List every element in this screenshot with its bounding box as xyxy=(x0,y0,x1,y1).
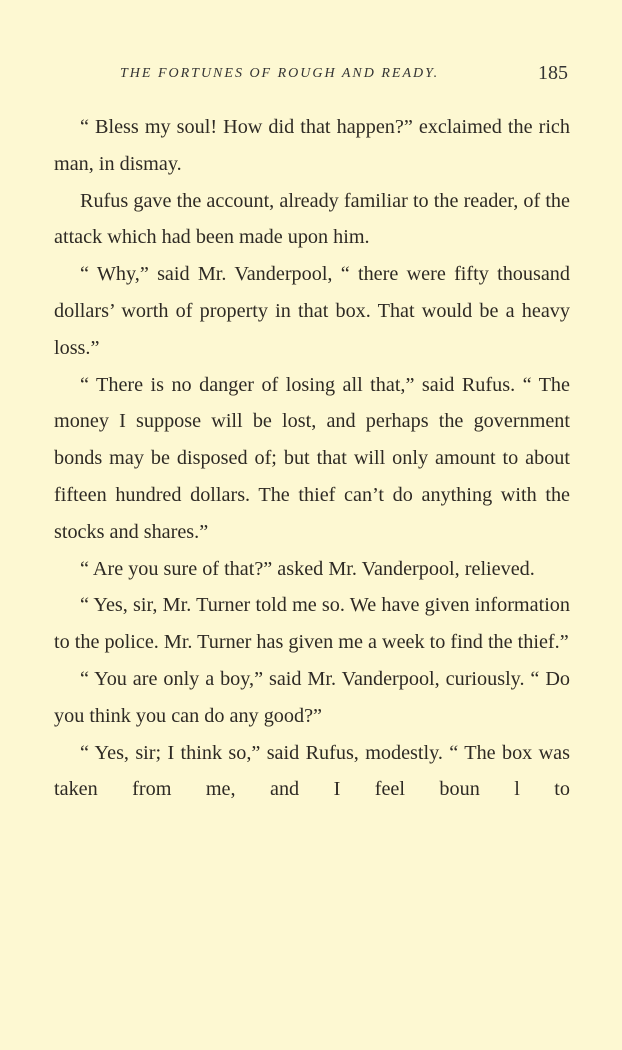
page-header xyxy=(54,60,568,90)
paragraph: “ Why,” said Mr. Vanderpool, “ there were fifty thousand dollars’ worth of property in that box. That would be a heavy loss.” xyxy=(54,263,570,359)
paragraph: “ You are only a boy,” said Mr. Vanderpool, curiously. “ Do you think you can do any good?” xyxy=(54,667,570,727)
paragraph: “ Bless my soul! How did that happen?” exclaimed the rich man, in dismay. xyxy=(54,116,570,175)
paragraph: “ Yes, sir, Mr. Turner told me so. We have given information to the police. Mr. Turner has given me a week to find the thief.” xyxy=(54,594,570,654)
paragraph: “ Are you sure of that?” asked Mr. Vanderpool, relieved. xyxy=(80,557,535,580)
paragraph: “ There is no danger of losing all that,” said Rufus. “ The money I suppose will be lost, and perhaps the government bonds may be disposed of; but that will only amount to about fifteen hundred dollars. The thief can’t do anything with the stocks and shares.” xyxy=(54,373,570,543)
paragraph: Rufus gave the account, already familiar to the reader, of the attack which had been made upon him. xyxy=(54,189,570,249)
paragraph: “ Yes, sir; I think so,” said Rufus, modestly. “ The box was taken from me, and I feel boun l to xyxy=(54,741,570,801)
page-body xyxy=(54,109,570,808)
page-number: 185 xyxy=(538,62,568,84)
running-title: THE FORTUNES OF ROUGH AND READY. xyxy=(120,66,440,81)
